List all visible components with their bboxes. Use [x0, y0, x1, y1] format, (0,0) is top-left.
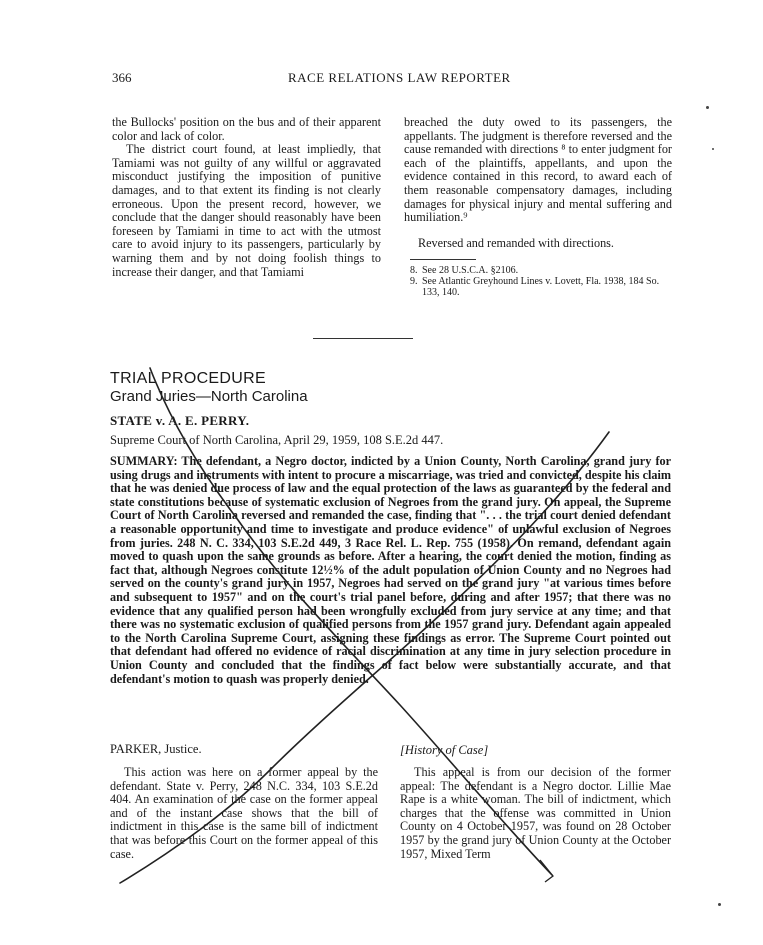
- page-number: 366: [112, 70, 132, 85]
- paragraph: the Bullocks' position on the bus and of their apparent color and lack of color.: [112, 115, 381, 143]
- running-title: RACE RELATIONS LAW REPORTER: [288, 70, 511, 85]
- paragraph: breached the duty owed to its passengers, the appellants. The judgment is therefore reversed and the cause remanded with directions ⁸ to enter judgment for each of the plaintiffs, appellants, and upon the evidence contained in this record, to award each of them reasonable compensatory damages, including damages for physical injury and mental suffering and humiliation.⁹: [404, 115, 672, 225]
- disposition: Reversed and remanded with directions.: [418, 236, 614, 250]
- paragraph: This appeal is from our decision of the former appeal: The defendant is a Negro doctor. Lillie Mae Rape is a white woman. The bill of indictment, which charges that the offense was committed in Union County on 4 October 1957, was found on 28 October 1957 by the grand jury of Union County at the October 1957, Mixed Term: [400, 765, 671, 861]
- paragraph: This action was here on a former appeal by the defendant. State v. Perry, 248 N.C. 334, 103 S.E.2d 404. An examination of the case on the former appeal and of the instant case shows that the bill of indictment in this case is the same bill of indictment that was before this Court on the former appeal of this case.: [110, 765, 378, 861]
- paragraph: The district court found, at least impliedly, that Tamiami was not guilty of any willful or aggravated misconduct justifying the imposition of punitive damages, and to that extent its finding is not clearly erroneous. Upon the present record, however, we conclude that the danger should reasonably have been foreseen by Tamiami in time to act with the utmost care to avoid injury to its passengers, particularly by warning them and by not doing foolish things to increase their danger, and that Tamiami: [112, 142, 381, 279]
- section-subtitle: Grand Juries—North Carolina: [110, 388, 308, 405]
- cross-stroke-descending: [150, 368, 552, 875]
- section-title: TRIAL PROCEDURE: [110, 370, 266, 387]
- footnote-text: See Atlantic Greyhound Lines v. Lovett, Fla. 1938, 184 So. 133, 140.: [422, 276, 660, 298]
- stroke-tail: [540, 860, 553, 882]
- footnote-text: See 28 U.S.C.A. §2106.: [422, 265, 519, 276]
- case-name: STATE v. A. E. PERRY.: [110, 413, 250, 428]
- cross-stroke-ascending: [120, 432, 609, 883]
- case-citation: Supreme Court of North Carolina, April 29, 1959, 108 S.E.2d 447.: [110, 433, 444, 447]
- summary-text: The defendant, a Negro doctor, indicted by a Union County, North Carolina, grand jury for using drugs and instruments with intent to procure a miscarriage, was tried and convicted, despite his claim that he was denied due process of law and the equal protection of the laws as guaranteed by the federal and state constitutions because of systematic exclusion of Negroes from the grand jury. On appeal, the Supreme Court of North Carolina reversed and remanded the case, finding that ". . . the trial court denied defendant a reasonable opportunity and time to investigate and produce evidence" of unlawful exclusion of Negroes from juries. 248 N. C. 334, 103 S.E.2d 449, 3 Race Rel. L. Rep. 755 (1958). On remand, defendant again moved to quash upon the same grounds as before. After a hearing, the court denied the motion, finding as fact that, although Negroes constitute 12½% of the adult population of Union County and no Negroes had served on the county's grand jury in 1957, Negroes had served on the grand jury "at various times before and subsequent to 1957" and on the court's trial panel before, during and after 1957; that there was no evidence that any qualified person had been wrongfully excluded from jury service at any time; and that there was no systematic exclusion of qualified persons from the 1957 grand jury. Defendant again appealed to the North Carolina Supreme Court, assigning these findings as error. The Supreme Court pointed out that defendant had offered no evidence of racial discrimination at any time in jury selection procedure in Union County and concluded that the findings of fact below were substantially accurate, and that defendant's motion to quash was properly denied.: [110, 454, 672, 686]
- history-heading: [History of Case]: [400, 743, 489, 757]
- speck: [706, 106, 709, 109]
- footnote-number: 8.: [410, 265, 418, 276]
- summary-label: SUMMARY:: [110, 454, 178, 468]
- speck: [718, 903, 721, 906]
- justice-name: PARKER, Justice.: [110, 742, 202, 756]
- footnote-number: 9.: [410, 276, 418, 287]
- speck: [712, 148, 714, 150]
